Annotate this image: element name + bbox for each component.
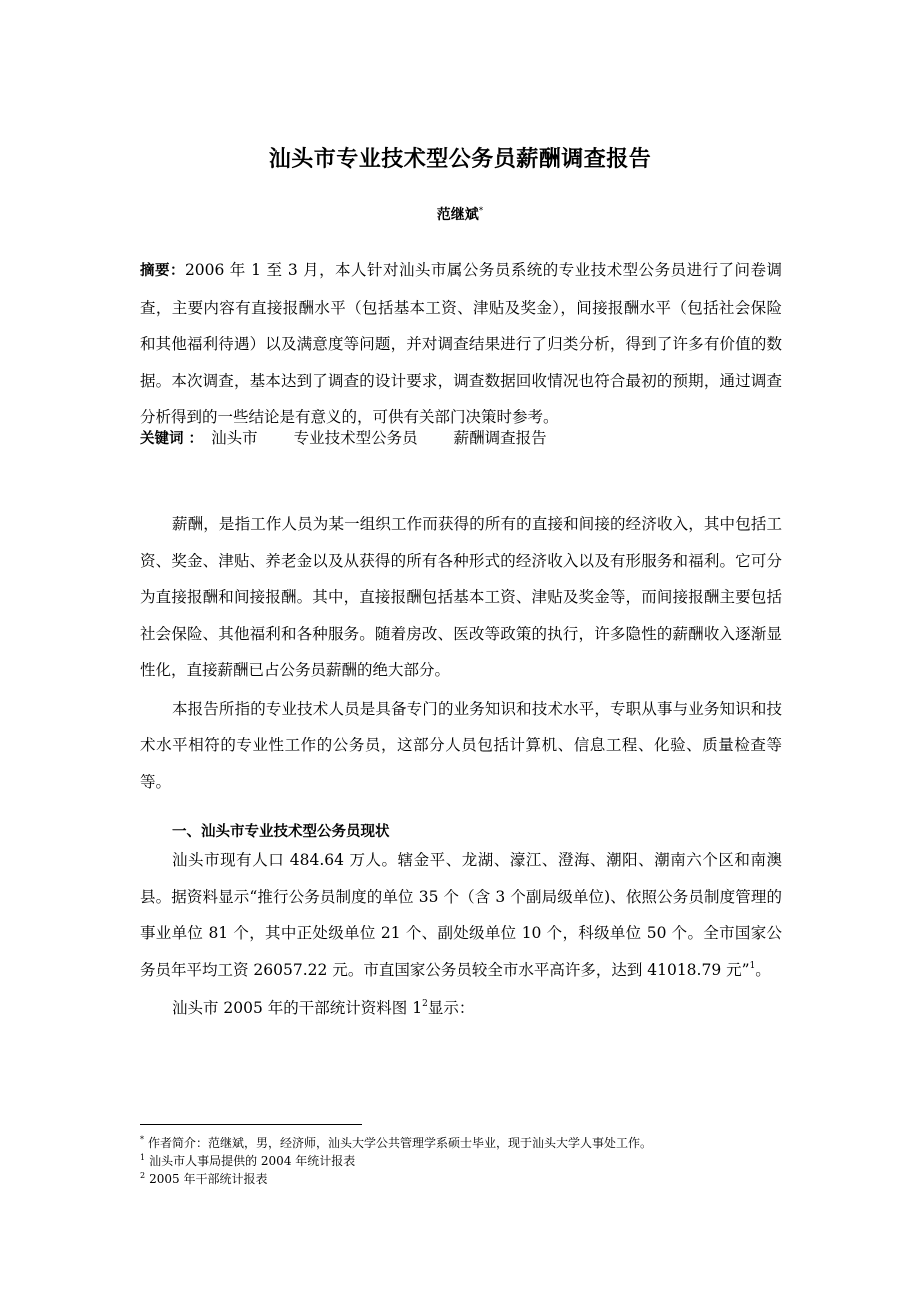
- document-title: 汕头市专业技术型公务员薪酬调查报告: [268, 147, 652, 172]
- keyword-item: 薪酬调查报告: [453, 429, 547, 447]
- section1-paragraph-end: 。: [755, 960, 771, 979]
- section1-paragraph-text: 汕头市现有人口 484.64 万人。辖金平、龙湖、濠江、澄海、潮阳、潮南六个区和南澳县。据资料显示“推行公务员制度的单位 35 个（含 3 个副局级单位)、依照公务员制度管理的事业单位 81 个，其中正处级单位 21 个、副处级单位 10 个，科级单位 50 个。全市国家公务员年平均工资 26057.22 元。市直国家公务员较全市水平高许多，达到 41018.79 元”: [140, 851, 782, 979]
- keyword-item: 汕头市: [211, 429, 258, 447]
- footnote-item: [140, 1134, 800, 1152]
- footnotes: [140, 1134, 800, 1188]
- section1-body: [140, 842, 782, 1029]
- footnote-text: 汕头市人事局提供的 2004 年统计报表: [149, 1154, 356, 1168]
- footnote-mark: *: [140, 1135, 144, 1144]
- footnote-text: 2005 年干部统计报表: [149, 1172, 268, 1186]
- footnote-mark: 1: [140, 1153, 146, 1162]
- keyword-item: 专业技术型公务员: [293, 429, 418, 447]
- abstract: [140, 252, 782, 436]
- author-name: 范继斌: [436, 207, 479, 223]
- intro-paragraph: 本报告所指的专业技术人员是具备专门的业务知识和技术水平，专职从事与业务知识和技术水平相符的专业性工作的公务员，这部分人员包括计算机、信息工程、化验、质量检查等等。: [140, 699, 782, 791]
- footnote-mark: 2: [140, 1171, 146, 1180]
- footnote-divider: [140, 1124, 362, 1125]
- section1-paragraph-text: 汕头市 2005 年的干部统计资料图 1: [172, 999, 423, 1017]
- section1-paragraph-end: 显示：: [427, 999, 475, 1017]
- section1-paragraph: [140, 990, 782, 1027]
- footnote-item: [140, 1170, 800, 1188]
- intro-section: [140, 506, 782, 802]
- abstract-label: 摘要：: [140, 263, 185, 279]
- keywords: [140, 430, 782, 447]
- keywords-label: 关键词 ：: [140, 431, 204, 447]
- section-heading: 一、汕头市专业技术型公务员现状: [172, 824, 390, 840]
- footnote-ref: 2: [422, 999, 428, 1009]
- author-line: [0, 204, 920, 224]
- footnote-item: [140, 1152, 800, 1170]
- abstract-text: 2006 年 1 至 3 月，本人针对汕头市属公务员系统的专业技术型公务员进行了问卷调查，主要内容有直接报酬水平（包括基本工资、津贴及奖金），间接报酬水平（包括社会保险和其他福利待遇）以及满意度等问题，并对调查结果进行了归类分析，得到了许多有价值的数据。本次调查，基本达到了调查的设计要求，调查数据回收情况也符合最初的预期，通过调查分析得到的一些结论是有意义的，可供有关部门决策时参考。: [140, 261, 782, 426]
- intro-paragraph: 薪酬，是指工作人员为某一组织工作而获得的所有的直接和间接的经济收入，其中包括工资、奖金、津贴、养老金以及从获得的所有各种形式的经济收入以及有形服务和福利。它可分为直接报酬和间接报酬。其中，直接报酬包括基本工资、津贴及奖金等，而间接报酬主要包括社会保险、其他福利和各种服务。随着房改、医改等政策的执行，许多隐性的薪酬收入逐渐显性化，直接薪酬已占公务员薪酬的绝大部分。: [140, 515, 782, 679]
- footnote-ref: 1: [749, 960, 756, 971]
- author-footnote-mark: *: [478, 206, 484, 216]
- section1-paragraph: [140, 842, 782, 988]
- footnote-text: 作者简介：范继斌，男，经济师，汕头大学公共管理学系硕士毕业，现于汕头大学人事处工作。: [148, 1136, 653, 1150]
